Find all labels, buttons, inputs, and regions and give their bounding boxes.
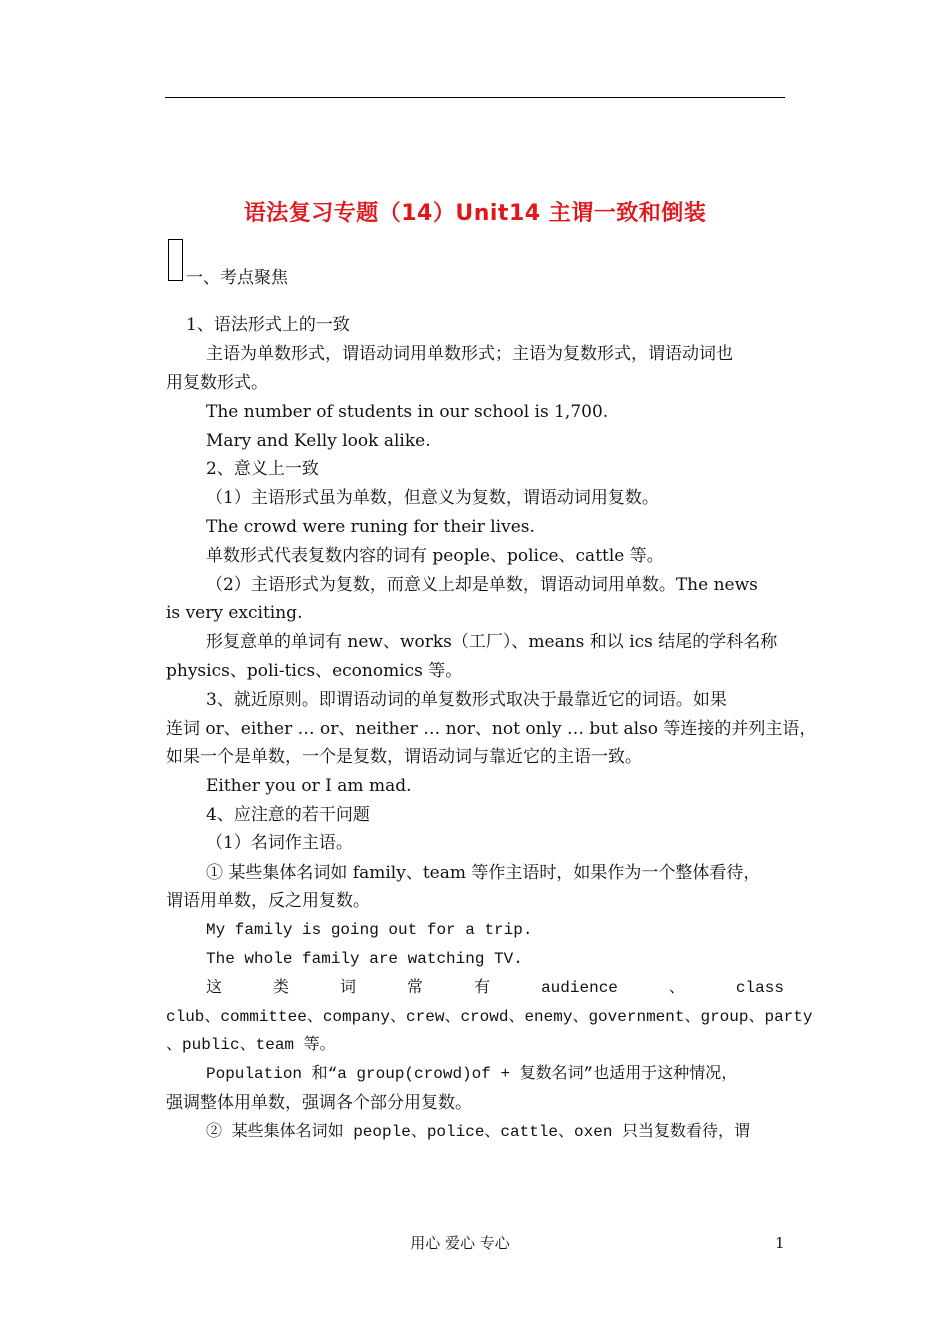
text-line: club、committee、company、crew、crowd、enemy、government、group、party [166, 1008, 813, 1026]
text-line: 2、意义上一致 [206, 459, 319, 479]
text-line: 如果一个是单数，一个是复数，谓语动词与靠近它的主语一致。 [166, 747, 642, 767]
text-line: 单数形式代表复数内容的词有 people、police、cattle 等。 [206, 546, 664, 566]
text-line: The number of students in our school is 1,700. [206, 402, 609, 422]
text-line: My family is going out for a trip. [206, 921, 533, 939]
page-title: 语法复习专题（14）Unit14 主谓一致和倒装 [243, 201, 707, 226]
text-line: 4、应注意的若干问题 [206, 805, 370, 825]
text-word: audience [541, 979, 618, 997]
text-line: ② 某些集体名词如 people、police、cattle、oxen 只当复数看待，谓 [206, 1123, 751, 1141]
text-word: 这 [206, 979, 223, 997]
text-word: 有 [474, 979, 491, 997]
text-line: 连词 or、either … or、neither … nor、not only … but also 等连接的并列主语， [166, 719, 817, 739]
text-word: 词 [340, 979, 357, 997]
text-word: 类 [273, 979, 290, 997]
text-line: ① 某些集体名词如 family、team 等作主语时，如果作为一个整体看待， [206, 863, 761, 883]
text-line: Population 和“a group(crowd)of + 复数名词”也适用于这种情况， [206, 1065, 738, 1083]
section-marker-box [168, 239, 183, 281]
text-line: Either you or I am mad. [206, 776, 412, 796]
page-number: 1 [775, 1234, 785, 1252]
text-word: class [735, 979, 784, 997]
text-line: 、public、team 等。 [166, 1036, 336, 1054]
text-line: 谓语用单数，反之用复数。 [166, 891, 370, 911]
section-heading: 一、考点聚焦 [186, 268, 288, 288]
text-line: （2）主语形式为复数，而意义上却是单数，谓语动词用单数。The news [206, 575, 758, 595]
text-line: 3、就近原则。即谓语动词的单复数形式取决于最靠近它的词语。如果 [206, 690, 727, 710]
text-word: 、 [668, 979, 685, 997]
text-line: 形复意单的单词有 new、works（工厂）、means 和以 ics 结尾的学科名称 [206, 632, 778, 652]
text-line: 用复数形式。 [166, 373, 268, 393]
text-line: （1）名词作主语。 [206, 833, 353, 853]
justified-text-line [206, 977, 784, 999]
text-line: 强调整体用单数，强调各个部分用复数。 [166, 1093, 472, 1113]
header-rule [165, 97, 785, 98]
text-line: is very exciting. [166, 603, 303, 623]
text-line: physics、poli-tics、economics 等。 [166, 661, 463, 681]
text-word: 常 [407, 979, 424, 997]
page-footer: 用心 爱心 专心 [410, 1234, 510, 1252]
text-line: 1、语法形式上的一致 [186, 315, 350, 335]
text-line: Mary and Kelly look alike. [206, 431, 431, 451]
text-line: （1）主语形式虽为单数，但意义为复数，谓语动词用复数。 [206, 488, 659, 508]
text-line: The whole family are watching TV. [206, 950, 523, 968]
text-line: 主语为单数形式，谓语动词用单数形式；主语为复数形式，谓语动词也 [206, 344, 733, 364]
text-line: The crowd were runing for their lives. [206, 517, 535, 537]
